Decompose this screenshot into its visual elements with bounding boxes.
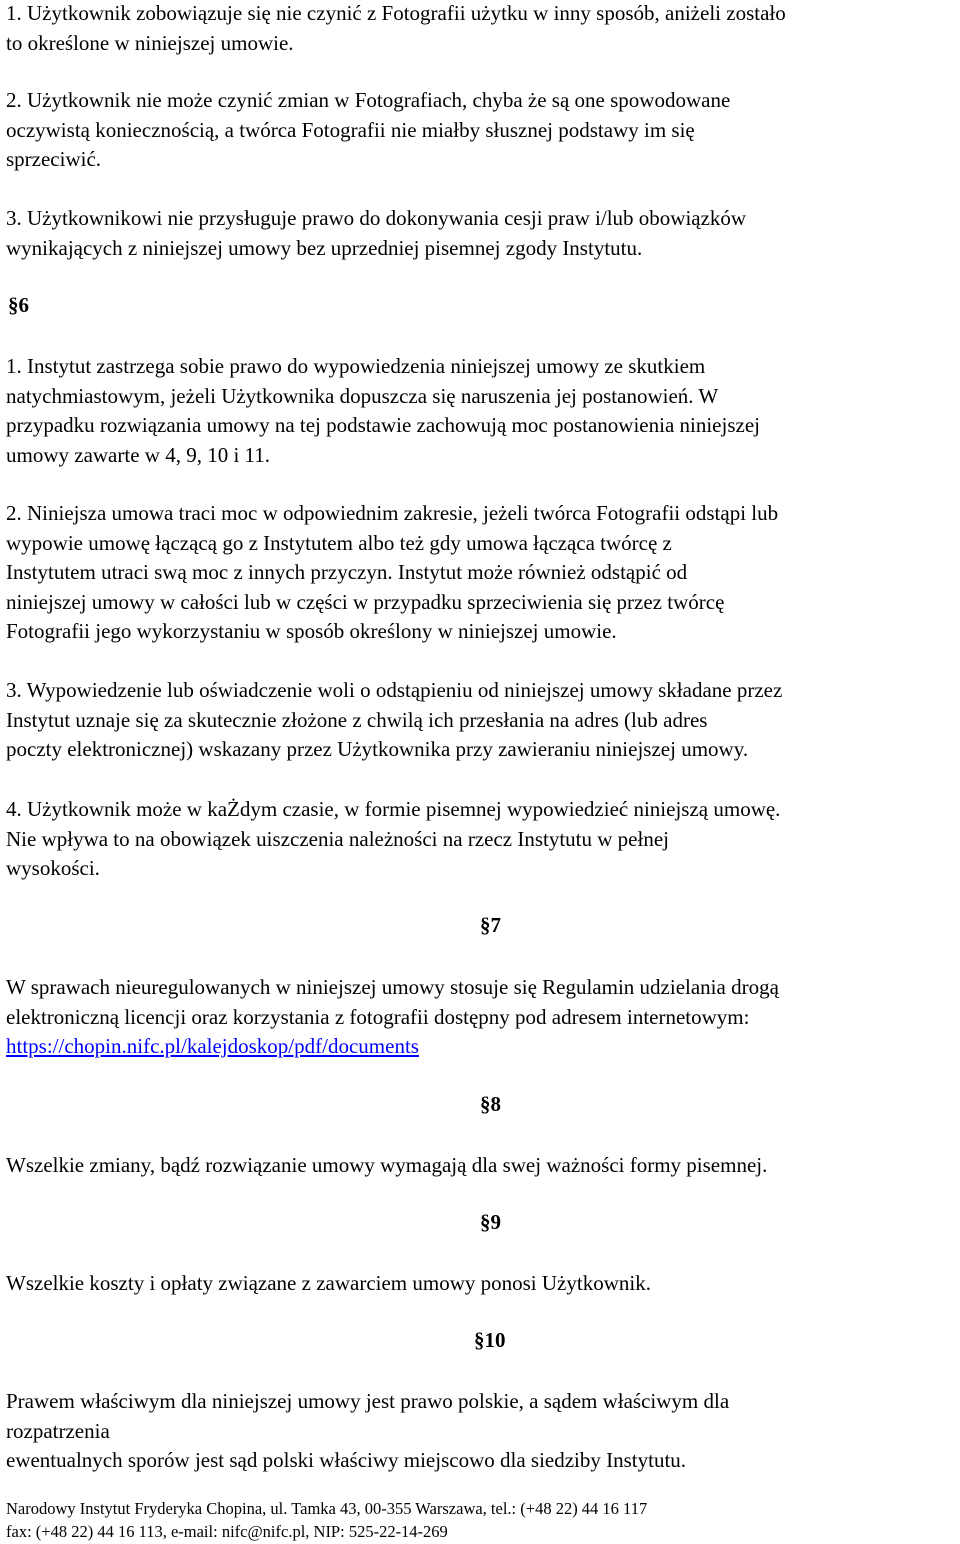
section10-paragraph	[6, 1387, 958, 1476]
text-line: Wszelkie zmiany, bądź rozwiązanie umowy wymagają dla swej ważności formy pisemnej.	[6, 1153, 768, 1177]
section-sign-icon: §	[480, 1092, 491, 1116]
text-line: elektroniczną licencji oraz korzystania z fotografii dostępny pod adresem internetowym:	[6, 1004, 750, 1029]
text-line: ewentualnych sporów jest sąd polski właściwy miejscowo dla siedziby Instytutu.	[6, 1448, 687, 1473]
section-sign-icon: §	[480, 1210, 491, 1234]
text-line: rozpatrzenia	[6, 1418, 110, 1443]
text-line: Nie wpływa to na obowiązek uiszczenia należności na rzecz Instytutu w pełnej	[6, 826, 669, 851]
section-sign-icon: §	[480, 913, 491, 937]
section-10-heading: §10	[474, 1328, 506, 1352]
section9-paragraph	[6, 1269, 958, 1299]
section5-paragraph-1	[6, 0, 958, 58]
text-line: poczty elektronicznej) wskazany przez Użytkownika przy zawieraniu niniejszej umowy.	[6, 737, 749, 762]
text-line: to określone w niniejszej umowie.	[6, 30, 294, 55]
text-line: 3. Wypowiedzenie lub oświadczenie woli o odstąpieniu od niniejszej umowy składane przez	[6, 678, 783, 702]
section5-paragraph-2	[6, 86, 958, 175]
section6-paragraph-3	[6, 676, 958, 765]
text-line: wysokości.	[6, 856, 100, 881]
text-line: natychmiastowym, jeżeli Użytkownika dopuszcza się naruszenia jej postanowień. W	[6, 383, 719, 408]
section7-paragraph	[6, 973, 958, 1062]
section5-paragraph-3	[6, 204, 958, 263]
section6-paragraph-4	[6, 795, 958, 884]
footer-contact-line: fax: (+48 22) 44 16 113, e-mail: nifc@nifc.pl, NIP: 525-22-14-269	[6, 1522, 448, 1541]
text-line: 4. Użytkownik może w kaŻdym czasie, w formie pisemnej wypowiedzieć niniejszą umowę.	[6, 797, 781, 821]
text-line: niniejszej umowy w całości lub w części w przypadku sprzeciwienia się przez twórcę	[6, 589, 725, 614]
section6-paragraph-1	[6, 352, 958, 470]
text-line: oczywistą koniecznością, a twórca Fotografii nie miałby słusznej podstawy im się	[6, 117, 695, 142]
page-footer	[6, 1497, 946, 1543]
text-line: Prawem właściwym dla niniejszej umowy jest prawo polskie, a sądem właściwym dla	[6, 1389, 730, 1413]
text-line: sprzeciwić.	[6, 147, 102, 172]
text-line: wynikających z niniejszej umowy bez uprzedniej pisemnej zgody Instytutu.	[6, 235, 643, 260]
footer-address-line: Narodowy Instytut Fryderyka Chopina, ul. Tamka 43, 00-355 Warszawa, tel.: (+48 22) 44 16 117	[6, 1499, 648, 1518]
text-line: 1. Użytkownik zobowiązuje się nie czynić z Fotografii użytku w inny sposób, aniżeli zostało	[6, 1, 786, 25]
text-line: Fotografii jego wykorzystaniu w sposób określony w niniejszej umowie.	[6, 619, 617, 644]
text-line: 3. Użytkownikowi nie przysługuje prawo do dokonywania cesji praw i/lub obowiązków	[6, 206, 747, 230]
text-line: wypowie umowę łączącą go z Instytutem albo też gdy umowa łącząca twórcę z	[6, 530, 672, 555]
text-line: Wszelkie koszty i opłaty związane z zawarciem umowy ponosi Użytkownik.	[6, 1271, 651, 1295]
section-8-heading: §8	[480, 1092, 501, 1116]
regulations-link[interactable]: https://chopin.nifc.pl/kalejdoskop/pdf/documents	[6, 1034, 419, 1059]
section-7-heading: §7	[480, 913, 501, 937]
section8-paragraph	[6, 1151, 958, 1181]
text-line: 1. Instytut zastrzega sobie prawo do wypowiedzenia niniejszej umowy ze skutkiem	[6, 354, 706, 378]
text-line: 2. Użytkownik nie może czynić zmian w Fotografiach, chyba że są one spowodowane	[6, 88, 731, 112]
section-sign-icon: §	[8, 293, 19, 317]
text-line: 2. Niniejsza umowa traci moc w odpowiednim zakresie, jeżeli twórca Fotografii odstąpi lub	[6, 501, 779, 525]
section6-paragraph-2	[6, 499, 958, 647]
text-line: przypadku rozwiązania umowy na tej podstawie zachowują moc postanowienia niniejszej	[6, 413, 760, 438]
text-line: Instytut uznaje się za skutecznie złożone z chwilą ich przesłania na adres (lub adres	[6, 707, 708, 732]
text-line: Instytutem utraci swą moc z innych przyczyn. Instytut może również odstąpić od	[6, 560, 688, 585]
section-6-heading: §6	[8, 293, 29, 317]
section-sign-icon: §	[474, 1328, 485, 1352]
text-line: umowy zawarte w 4, 9, 10 i 11.	[6, 442, 270, 467]
section-9-heading: §9	[480, 1210, 501, 1234]
text-line: W sprawach nieuregulowanych w niniejszej umowy stosuje się Regulamin udzielania drogą	[6, 975, 779, 999]
